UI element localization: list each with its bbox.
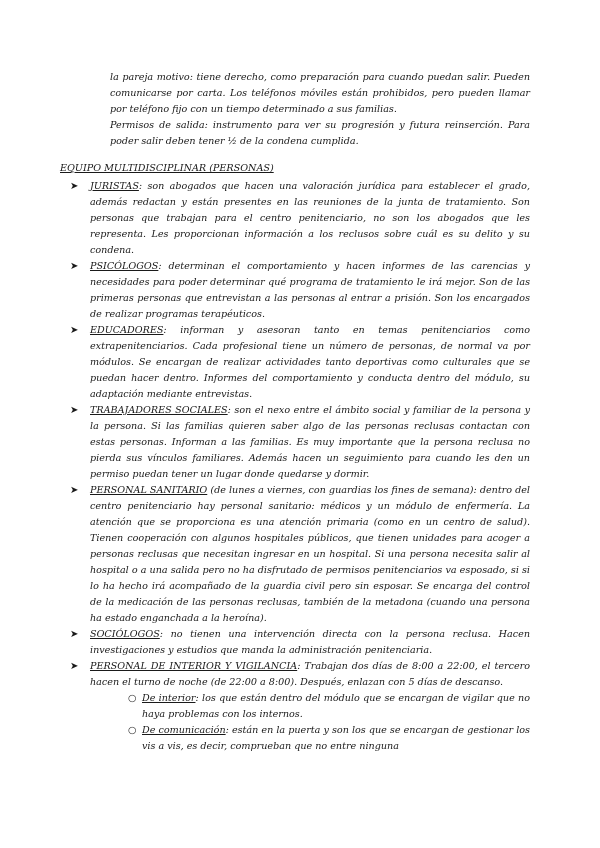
arrow-bullet-icon: ➤	[70, 405, 79, 416]
team-list	[70, 179, 531, 755]
item-title: PERSONAL SANITARIO	[90, 485, 208, 496]
list-item	[70, 483, 531, 627]
arrow-bullet-icon: ➤	[70, 485, 79, 496]
arrow-bullet-icon: ➤	[70, 629, 79, 640]
item-title: EDUCADORES	[90, 325, 164, 336]
item-text: : son abogados que hacen una valoración jurídica para establecer el grado, además redactan y están presentes en las reuniones de la junta de tratamiento. Son personas que trabajan para el centro penitenciario, no son los abogados que les representa. Les proporcionan información a los reclusos sobre cuál es su delito y su condena.	[90, 181, 530, 256]
list-item	[70, 403, 531, 483]
sub-list-item	[128, 723, 530, 755]
subitem-text: : están en la puerta y son los que se encargan de gestionar los vis a vis, es decir, comprueban que no entre ninguna	[142, 725, 530, 752]
item-title: PSICÓLOGOS	[90, 261, 159, 272]
section-heading: EQUIPO MULTIDISCIPLINAR (PERSONAS)	[60, 163, 274, 174]
item-text: : no tienen una intervención directa con la persona reclusa. Hacen investigaciones y estudios que manda la administración penitenciaria.	[90, 629, 530, 656]
arrow-bullet-icon: ➤	[70, 181, 79, 192]
sub-list	[90, 691, 530, 755]
list-item	[70, 259, 530, 323]
item-text: : determinan el comportamiento y hacen informes de las carencias y necesidades para poder determinar qué programa de tratamiento le irá mejor. Son de las primeras personas que entrevistan a las personas al entrar a prisión. Son los encargados de realizar programas terapéuticos.	[90, 261, 530, 320]
subitem-title: De interior	[142, 693, 196, 704]
item-title: PERSONAL DE INTERIOR Y VIGILANCIA	[90, 661, 298, 672]
list-item	[70, 323, 530, 403]
intro-paragraphs	[110, 70, 530, 150]
item-text: (de lunes a viernes, con guardias los fines de semana): dentro del centro penitenciario hay personal sanitario: médicos y un módulo de enfermería. La atención que se proporciona es una atención primaria (como en un centro de salud). Tienen cooperación con algunos hospitales públicos, que tienen unidades para acoger a personas reclusas que necesitan ingresar en un hospital. Si una persona necesita salir al hospital o a una salida pero no ha disfrutado de permisos penitenciarios va esposado, si si lo ha hecho irá acompañado de la guardia civil pero sin esposar. Se encarga del control de la medicación de las personas reclusas, también de la metadona (cuando una persona ha estado enganchada a la heroína).	[90, 485, 531, 624]
list-item	[70, 179, 530, 259]
arrow-bullet-icon: ➤	[70, 261, 79, 272]
subitem-title: De comunicación	[142, 725, 226, 736]
item-title: JURISTAS	[90, 181, 139, 192]
item-text: : Trabajan dos días de 8:00 a 22:00, el tercero hacen el turno de noche (de 22:00 a 8:00). Después, enlazan con 5 días de descanso.	[90, 661, 530, 688]
circle-bullet-icon: ○	[128, 725, 137, 736]
arrow-bullet-icon: ➤	[70, 325, 79, 336]
list-item	[70, 659, 531, 755]
list-item	[70, 627, 530, 659]
sub-list-item	[128, 691, 531, 723]
circle-bullet-icon: ○	[128, 693, 137, 704]
item-text: : son el nexo entre el ámbito social y familiar de la persona y la persona. Si las familias quieren saber algo de las personas reclusas contactan con estas personas. Informan a las familias. Es muy importante que la persona reclusa no pierda sus vínculos familiares. Además hacen un seguimiento para cuando les den un permiso puedan tener un lugar donde quedarse y dormir.	[90, 405, 531, 480]
intro-line: la pareja motivo: tiene derecho, como preparación para cuando puedan salir. Pueden comunicarse por carta. Los teléfonos móviles están prohibidos, pero pueden llamar por teléfono fijo con un tiempo determinado a sus familias.	[110, 72, 530, 115]
item-text: : informan y asesoran tanto en temas penitenciarios como extrapenitenciarios. Cada profesional tiene un número de personas, de normal va por módulos. Se encargan de realizar actividades tanto deportivas como culturales que se puedan hacer dentro. Informes del comportamiento y conducta dentro del módulo, su adaptación mediante entrevistas.	[90, 325, 530, 400]
item-title: SOCIÓLOGOS	[90, 629, 160, 640]
intro-line: Permisos de salida: instrumento para ver su progresión y futura reinserción. Para poder salir deben tener ½ de la condena cumplida.	[110, 120, 530, 147]
item-title: TRABAJADORES SOCIALES	[90, 405, 228, 416]
subitem-text: : los que están dentro del módulo que se encargan de vigilar que no haya problemas con los internos.	[142, 693, 531, 720]
arrow-bullet-icon: ➤	[70, 661, 79, 672]
